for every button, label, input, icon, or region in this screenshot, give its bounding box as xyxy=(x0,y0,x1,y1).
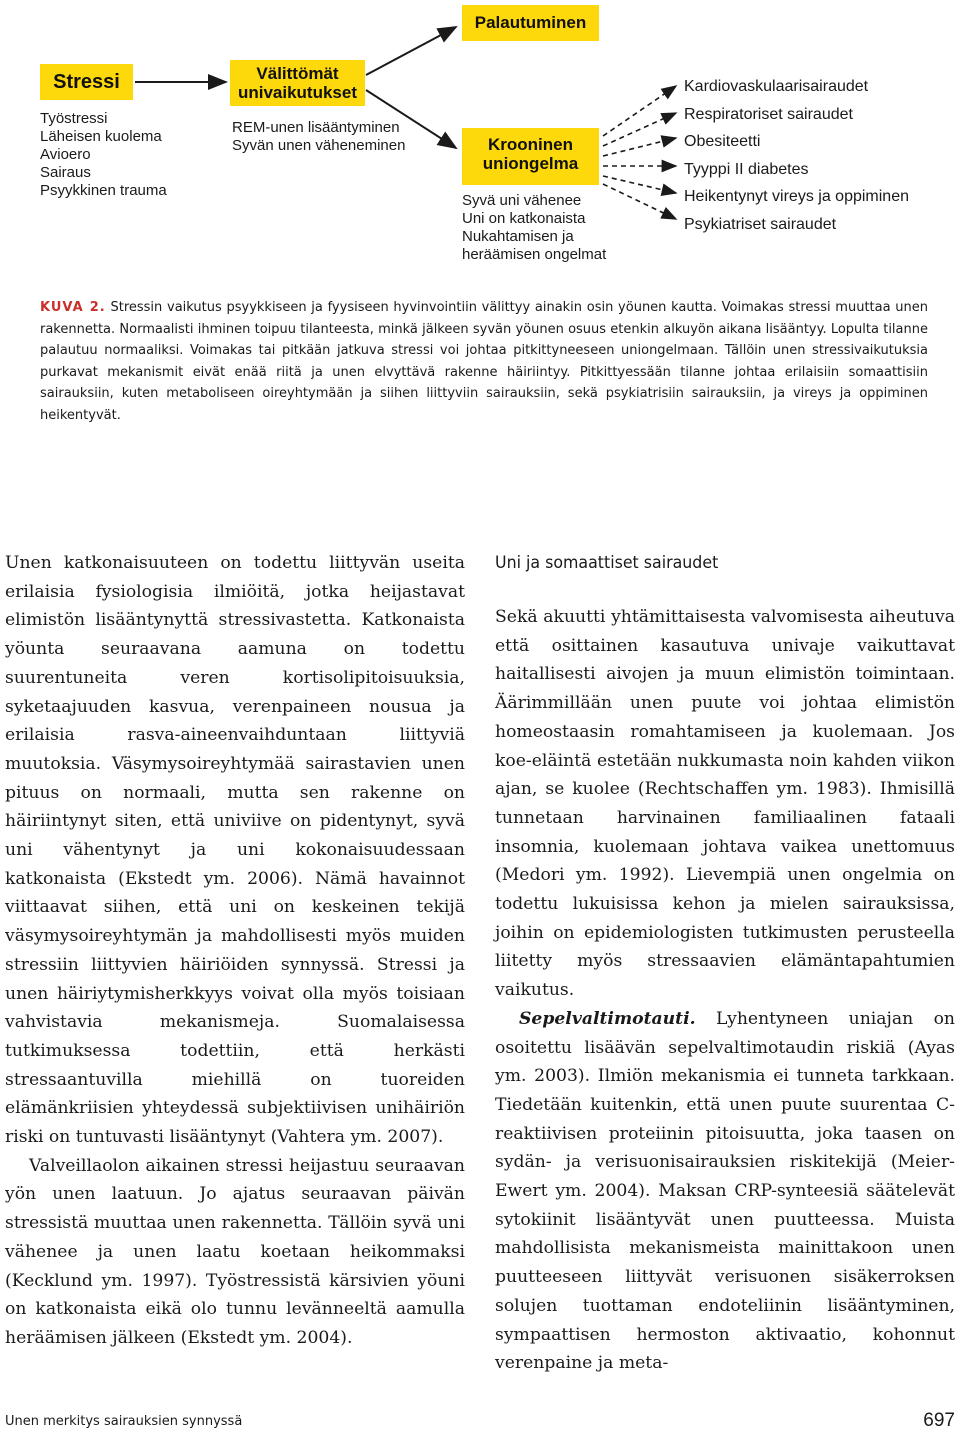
left-paragraph-1: Unen katkonaisuuteen on todettu liittyvän useita erilaisia fysiologisia ilmiöitä, jotka heijastavat elimistön lisääntynyttä stressivastetta. Katkonaista yöunta seuraavana aamuna on todettu suurentuneita veren kortisolipitoisuuksia, syketaajuuden kasvua, verenpaineen nousua ja erilaisia rasva-aineenvaihduntaan liittyviä muutoksia. Väsymysoireyhtymää sairastavien unen pituus on normaali, mutta sen rakenne on häiriintynyt siten, että univiive on pidentynyt, syvä uni vähentynyt ja uni kokonaisuudessaan katkonaista (Ekstedt ym. 2006). Nämä havainnot viittaavat siihen, että uni on keskeinen tekijä väsymysoireyhtymän ja mahdollisesti myös muiden stressiin liittyvien häiriöiden synnyssä. Stressi ja unen häiriytymisherkkyys voivat olla myös toisiaan vahvistavia mekanismeja. Suomalaisessa tutkimuksessa todettiin, että herkästi stressaantuvilla miehillä on tuoreiden elämänkriisien yhteydessä subjektiivisen unihäiriön riski on tuntuvasti lisääntynyt (Vahtera ym. 2007). xyxy=(5,553,465,1148)
valittomat-title-line1: Välittömät xyxy=(256,64,339,83)
krooninen-box xyxy=(462,128,599,185)
stressi-item: Psyykkinen trauma xyxy=(40,182,167,199)
stressi-item: Läheisen kuolema xyxy=(40,128,162,145)
outcomes-list xyxy=(684,73,909,238)
left-paragraph-2: Valveillaolon aikainen stressi heijastuu seuraavan yön unen laatuun. Jo ajatus seuraavan päivän stressistä muuttaa unen rakennetta. Tällöin syvä uni vähenee ja unen laatu koetaan heikommaksi (Kecklund ym. 1997). Työstressistä kärsivien yöuni on katkonaista eikä olo tunnu levänneeltä aamulla heräämisen jälkeen (Ekstedt ym. 2004). xyxy=(5,1155,465,1348)
palautuminen-box xyxy=(462,5,599,41)
stressi-box xyxy=(40,64,133,100)
caption-label: KUVA 2. xyxy=(40,300,106,315)
outcome-item: Psykiatriset sairaudet xyxy=(684,215,837,233)
krooninen-item: Nukahtamisen ja xyxy=(462,228,574,245)
stressi-list xyxy=(40,110,167,200)
valittomat-title-line2: univaikutukset xyxy=(237,83,358,102)
palautuminen-title: Palautuminen xyxy=(474,13,587,32)
krooninen-title-line2: uniongelma xyxy=(482,154,579,173)
arrows-krooninen-to-outcomes xyxy=(603,86,676,219)
outcome-item: Kardiovaskulaarisairaudet xyxy=(684,78,869,95)
stressi-item: Avioero xyxy=(40,146,91,163)
caption-text: Stressin vaikutus psyykkiseen ja fyysiseen hyvinvointiin välittyy ainakin osin yöunen kautta. Voimakas stressi muuttaa unen rakennetta. Normaalisti ihminen toipuu tilanteesta, minkä jälkeen syvän yöunen osuus etenkin alkuyön aikana lisääntyy. Lopulta tilanne palautuu normaaliksi. Voimakas tai pitkään jatkuva stressi voi johtaa pitkittyneeseen uniongelmaan. Tällöin unen stressivaikutuksia purkavat mekanismit eivät enää riitä ja unen elvyttävä rakenne häiriintyy. Pitkittyessään tilanne johtaa erilaisiin somaattisiin sairauksiin, kuten metaboliseen oireyhtymään ja siihen liittyviin sairauksiin, sekä psykiatrisiin sairauksiin, ja vireys ja oppiminen heikentyvät. xyxy=(40,300,929,423)
left-column xyxy=(5,549,465,1353)
outcome-item: Obesiteetti xyxy=(684,133,761,150)
valittomat-box xyxy=(230,60,365,106)
subheading-lead: Sepelvaltimotauti. xyxy=(519,1008,696,1029)
valittomat-list xyxy=(232,119,405,155)
krooninen-item: Syvä uni vähenee xyxy=(462,192,582,209)
page-number: 697 xyxy=(923,1410,955,1431)
krooninen-title-line1: Krooninen xyxy=(488,135,573,154)
outcome-item: Respiratoriset sairaudet xyxy=(684,105,853,123)
outcome-item: Tyyppi II diabetes xyxy=(684,160,809,178)
stressi-item: Sairaus xyxy=(40,164,91,181)
krooninen-item: heräämisen ongelmat xyxy=(462,246,607,263)
stressi-title: Stressi xyxy=(53,71,120,93)
arrow-outcome-5 xyxy=(603,176,676,193)
arrow-outcome-6 xyxy=(603,184,676,219)
section-heading: Uni ja somaattiset sairaudet xyxy=(495,553,719,573)
running-title: Unen merkitys sairauksien synnyssä xyxy=(5,1414,243,1429)
krooninen-list xyxy=(462,192,606,264)
arrow-valittomat-to-palautuminen xyxy=(366,27,456,75)
valittomat-item: REM-unen lisääntyminen xyxy=(232,119,400,136)
krooninen-item: Uni on katkonaista xyxy=(462,210,586,227)
stressi-item: Työstressi xyxy=(40,110,108,127)
right-paragraph-2-text: Lyhentyneen uniajan on osoitettu lisäävän sepelvaltimotaudin riskiä (Ayas ym. 2003). Ilmiön mekanismia ei tunneta tarkkaan. Tiedetään kuitenkin, että unen puute suurentaa C-reaktiivisen proteiinin pitoisuutta, joka taasen on sydän- ja verisuonisairauksien riskitekijä (Meier-Ewert ym. 2004). Maksan CRP-synteesiä säätelevät sytokiinit lisääntyvät unen puutteessa. Muista mahdollisista mekanismeista mainittakoon unen puutteeseen liittyvät verisuonen sisäkerroksen solujen tuottaman endoteliinin lisääntyminen, sympaattisen hermoston aktivaatio, kohonnut verenpaine ja meta- xyxy=(495,1008,955,1374)
right-column xyxy=(495,549,955,1378)
outcome-item: Heikentynyt vireys ja oppiminen xyxy=(684,188,909,205)
right-paragraph-2 xyxy=(495,1005,955,1378)
arrow-outcome-1 xyxy=(603,86,676,136)
figure-caption xyxy=(40,297,928,426)
right-paragraph-1: Sekä akuutti yhtämittaisesta valvomisesta aiheutuva että osittainen kasautuva univaje vaikuttavat haitallisesti aivojen ja muun elimistön toimintaan. Äärimmillään unen puute voi johtaa elimistön homeostaasin romahtamiseen ja kuolemaan. Jos koe-eläintä estetään nukkumasta noin kahden viikon ajan, se kuolee (Rechtschaffen ym. 1983). Ihmisillä tunnetaan harvinainen familiaalinen fataali insomnia, kuolemaan johtava vaikea unettomuus (Medori ym. 1992). Lievempiä unen ongelmia on todettu lukuisissa kehon ja mielen sairauksissa, joihin on epidemiologisten tutkimusten perusteella liitetty myös stressaavien elämäntapahtumien vaikutus. xyxy=(495,607,955,1001)
valittomat-item: Syvän unen väheneminen xyxy=(232,137,406,154)
